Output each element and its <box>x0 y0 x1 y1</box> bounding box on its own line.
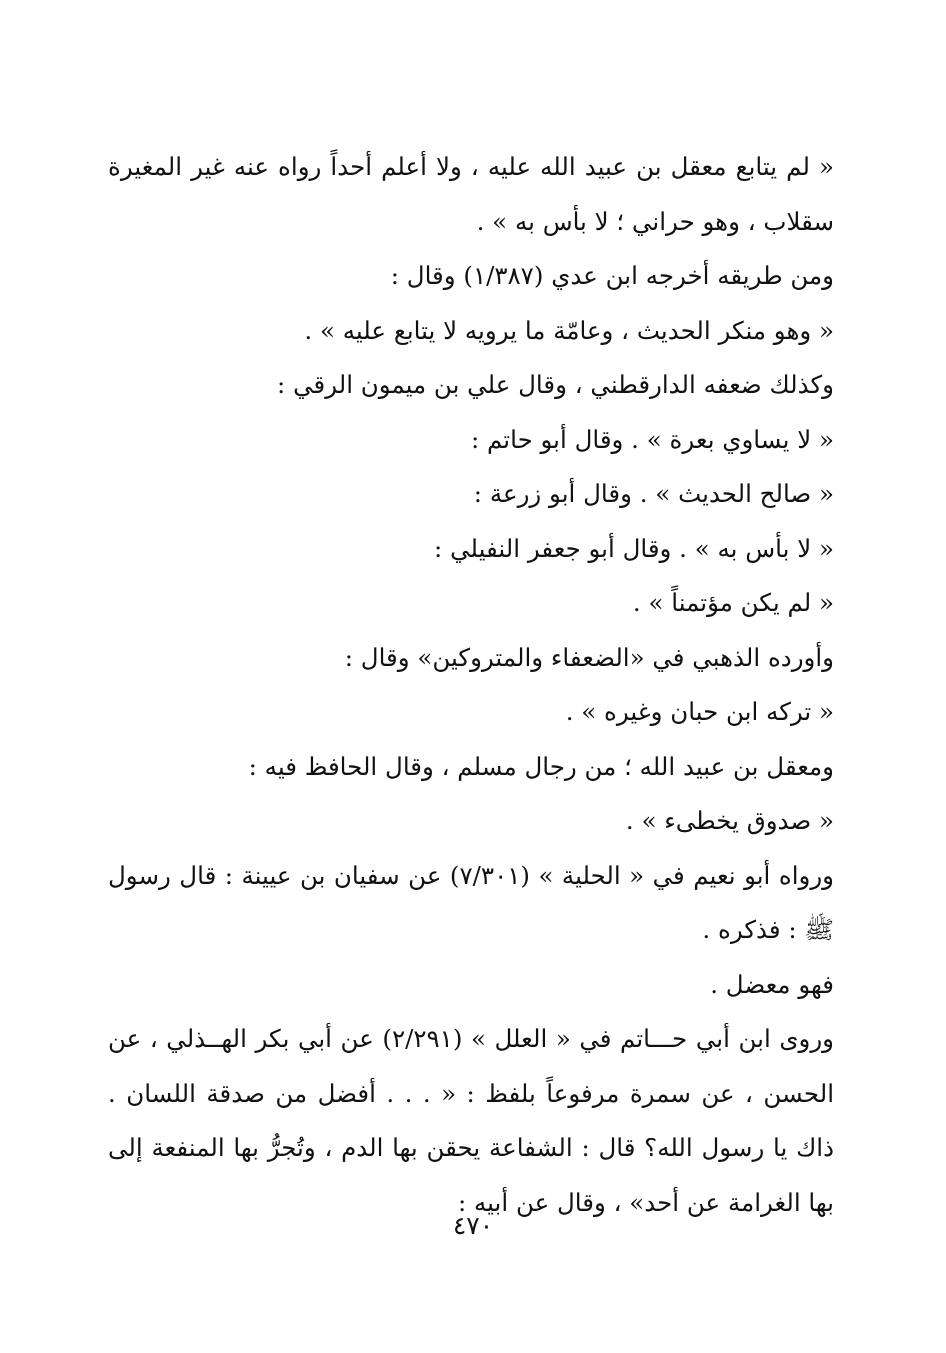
line-text: « صدوق يخطىء » . <box>625 806 834 835</box>
text-line <box>108 903 834 958</box>
text-line <box>108 358 834 413</box>
line-text: الحسن ، عن سمرة مرفوعاً بلفظ : « . . . أفضل من صدقة اللسان . <box>108 1078 834 1108</box>
line-text: « وهو منكر الحديث ، وعامّة ما يرويه لا يتابع عليه » . <box>304 315 834 345</box>
text-line <box>108 304 834 359</box>
line-text: « تركه ابن حبان وغيره » . <box>565 697 834 726</box>
line-text: فهو معضل . <box>710 969 834 999</box>
text-line <box>108 140 834 195</box>
text-line <box>108 740 834 795</box>
text-line <box>108 1067 834 1122</box>
line-text: بها الغرامة عن أحد» ، وقال عن أبيه : <box>457 1187 834 1217</box>
line-text: « لم يكن مؤتمناً » . <box>632 588 834 617</box>
line-text: ورواه أبو نعيم في « الحلية » (٧/٣٠١) عن سفيان بن عيينة : قال رسول <box>108 860 834 890</box>
line-text: ﷺ : فذكره . <box>702 915 834 944</box>
line-text: ومن طريقه أخرجه ابن عدي (١/٣٨٧) وقال : <box>390 261 834 290</box>
text-line <box>108 195 834 250</box>
text-line <box>108 249 834 304</box>
text-line <box>108 849 834 904</box>
line-text: « لا بأس به » . وقال أبو جعفر النفيلي : <box>434 533 834 563</box>
line-text: ومعقل بن عبيد الله ؛ من رجال مسلم ، وقال الحافظ فيه : <box>248 751 834 781</box>
text-line <box>108 631 834 686</box>
text-line <box>108 794 834 849</box>
text-line <box>108 576 834 631</box>
line-text: سقلاب ، وهو حراني ؛ لا بأس به » . <box>476 206 834 236</box>
line-text: وكذلك ضعفه الدارقطني ، وقال علي بن ميمون الرقي : <box>277 370 834 399</box>
text-line <box>108 958 834 1013</box>
line-text: « لم يتابع معقل بن عبيد الله عليه ، ولا أعلم أحداً رواه عنه غير المغيرة <box>108 152 834 181</box>
text-line <box>108 413 834 468</box>
line-text: وأورده الذهبي في «الضعفاء والمتروكين» وقال : <box>344 642 834 672</box>
line-text: ذاك يا رسول الله؟ قال : الشفاعة يحقن بها الدم ، وتُجرُّ بها المنفعة إلى <box>108 1133 834 1162</box>
text-line <box>108 522 834 577</box>
line-text: « صالح الحديث » . وقال أبو زرعة : <box>473 479 834 508</box>
page-number: ٤٧٠ <box>452 1211 494 1240</box>
line-text: « لا يساوي بعرة » . وقال أبو حاتم : <box>470 424 834 454</box>
line-text: وروى ابن أبي حـــاتم في « العلل » (٢/٢٩١) عن أبي بكر الهــذلي ، عن <box>108 1024 834 1053</box>
text-line <box>108 1012 834 1067</box>
text-line <box>108 685 834 740</box>
body-text <box>108 140 834 1230</box>
text-line <box>108 1121 834 1176</box>
text-line <box>108 467 834 522</box>
